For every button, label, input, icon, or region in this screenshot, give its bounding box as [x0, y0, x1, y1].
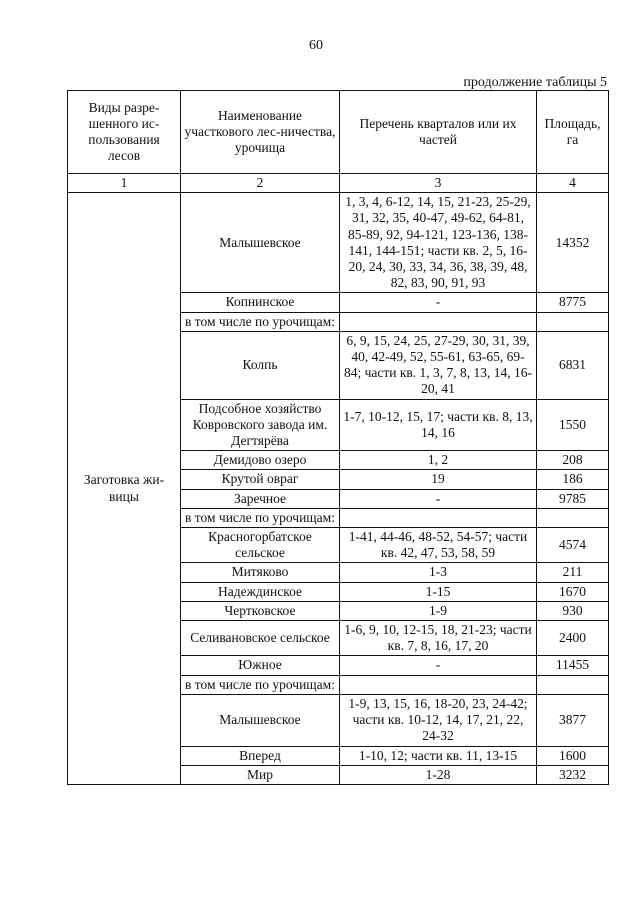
- area-cell: 1600: [537, 746, 609, 765]
- area-cell: 9785: [537, 489, 609, 508]
- header-number-row: [68, 174, 609, 193]
- quarters-cell: 1-3: [340, 563, 537, 582]
- header-number: 1: [68, 174, 181, 193]
- quarters-cell: 1, 3, 4, 6-12, 14, 15, 21-23, 25-29, 31, 32, 35, 40-47, 49-62, 64-81, 85-89, 92, 94-121, 123-136, 138-141, 144-151; части кв. 2, 5, 16-20, 24, 30, 33, 34, 36, 38, 39, 48, 82, 83, 90, 91, 93: [340, 193, 537, 293]
- header-forestry-name: Наименование участкового лес-ничества, урочища: [181, 91, 340, 174]
- area-cell: 3232: [537, 765, 609, 784]
- forestry-name-cell: Мир: [181, 765, 340, 784]
- page-number: 60: [309, 38, 323, 53]
- quarters-cell: 1-7, 10-12, 15, 17; части кв. 8, 13, 14, 16: [340, 399, 537, 451]
- area-cell: 208: [537, 451, 609, 470]
- forestry-name-cell: в том числе по урочищам:: [181, 675, 340, 694]
- forestry-name-cell: Крутой овраг: [181, 470, 340, 489]
- forestry-name-cell: Колпь: [181, 331, 340, 399]
- area-cell: 6831: [537, 331, 609, 399]
- quarters-cell: 1-10, 12; части кв. 11, 13-15: [340, 746, 537, 765]
- quarters-cell: 1, 2: [340, 451, 537, 470]
- area-cell: 14352: [537, 193, 609, 293]
- forestry-name-cell: в том числе по урочищам:: [181, 508, 340, 527]
- quarters-cell: 6, 9, 15, 24, 25, 27-29, 30, 31, 39, 40, 42-49, 52, 55-61, 63-65, 69-84; части кв. 1, 3, 7, 8, 13, 14, 16-20, 41: [340, 331, 537, 399]
- area-cell: [537, 312, 609, 331]
- forestry-name-cell: Подсобное хозяйство Ковровского завода им. Дегтярёва: [181, 399, 340, 451]
- area-cell: 3877: [537, 694, 609, 746]
- quarters-cell: 1-41, 44-46, 48-52, 54-57; части кв. 42, 47, 53, 58, 59: [340, 528, 537, 563]
- forestry-name-cell: Красногорбатское сельское: [181, 528, 340, 563]
- area-cell: 11455: [537, 656, 609, 675]
- quarters-cell: -: [340, 656, 537, 675]
- quarters-cell: [340, 508, 537, 527]
- table-row: [68, 193, 609, 293]
- area-cell: 1670: [537, 582, 609, 601]
- area-cell: [537, 508, 609, 527]
- quarters-cell: -: [340, 293, 537, 312]
- area-cell: 211: [537, 563, 609, 582]
- forestry-name-cell: Селивановское сельское: [181, 621, 340, 656]
- header-number: 4: [537, 174, 609, 193]
- forestry-name-cell: Демидово озеро: [181, 451, 340, 470]
- header-area: Площадь, га: [537, 91, 609, 174]
- forestry-name-cell: в том числе по урочищам:: [181, 312, 340, 331]
- forestry-name-cell: Заречное: [181, 489, 340, 508]
- area-cell: 4574: [537, 528, 609, 563]
- header-number: 3: [340, 174, 537, 193]
- forestry-name-cell: Малышевское: [181, 193, 340, 293]
- forestry-name-cell: Вперед: [181, 746, 340, 765]
- header-use-type: Виды разре-шенного ис-пользования лесов: [68, 91, 181, 174]
- header-quarters: Перечень кварталов или их частей: [340, 91, 537, 174]
- forestry-name-cell: Митяково: [181, 563, 340, 582]
- table-header-row: [68, 91, 609, 174]
- area-cell: 186: [537, 470, 609, 489]
- use-type-cell: Заготовка жи-вицы: [68, 193, 181, 785]
- forestry-name-cell: Малышевское: [181, 694, 340, 746]
- area-cell: 1550: [537, 399, 609, 451]
- forestry-name-cell: Чертковское: [181, 601, 340, 620]
- quarters-cell: 1-15: [340, 582, 537, 601]
- forestry-name-cell: Надеждинское: [181, 582, 340, 601]
- forestry-name-cell: Копнинское: [181, 293, 340, 312]
- area-cell: 8775: [537, 293, 609, 312]
- area-cell: 2400: [537, 621, 609, 656]
- quarters-cell: -: [340, 489, 537, 508]
- quarters-cell: 1-28: [340, 765, 537, 784]
- quarters-cell: 1-6, 9, 10, 12-15, 18, 21-23; части кв. 7, 8, 16, 17, 20: [340, 621, 537, 656]
- quarters-cell: [340, 675, 537, 694]
- header-number: 2: [181, 174, 340, 193]
- quarters-cell: [340, 312, 537, 331]
- area-cell: 930: [537, 601, 609, 620]
- table-continuation-caption: продолжение таблицы 5: [463, 75, 607, 90]
- area-cell: [537, 675, 609, 694]
- quarters-cell: 19: [340, 470, 537, 489]
- quarters-cell: 1-9: [340, 601, 537, 620]
- forestry-name-cell: Южное: [181, 656, 340, 675]
- forest-use-table: [67, 90, 609, 785]
- quarters-cell: 1-9, 13, 15, 16, 18-20, 23, 24-42; части кв. 10-12, 14, 17, 21, 22, 24-32: [340, 694, 537, 746]
